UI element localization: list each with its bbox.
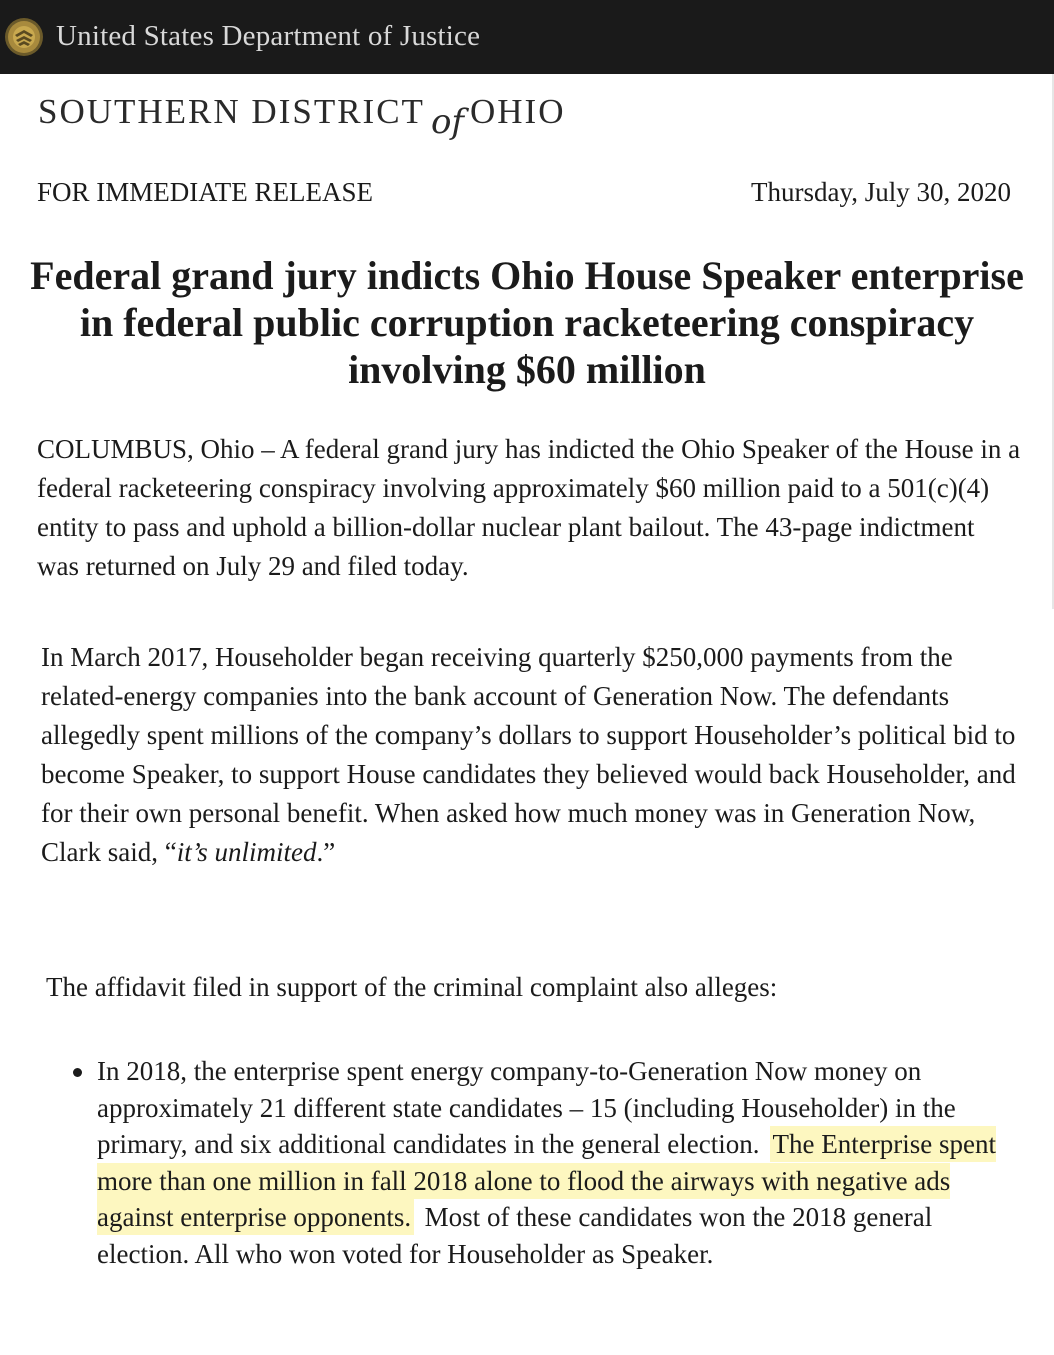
page-title: Federal grand jury indicts Ohio House Speaker enterprise in federal public corruption racketeering conspiracy involving $60 million xyxy=(30,253,1024,392)
paragraph-affidavit: The affidavit filed in support of the criminal complaint also alleges: xyxy=(46,972,778,1002)
paragraph-payments-text: In March 2017, Householder began receiving quarterly $250,000 payments from the related-energy companies into the bank account of Generation Now. The defendants allegedly spent millions of the company’s dollars to support Householder’s political bid to become Speaker, to support House candidates they believed would back Householder, and for their own personal benefit. When asked how much money was in Generation Now, Clark said, “ xyxy=(41,642,1016,867)
list-item xyxy=(97,1053,1017,1272)
paragraph-intro: COLUMBUS, Ohio – A federal grand jury has indicted the Ohio Speaker of the House in a federal racketeering conspiracy involving approximately $60 million paid to a 501(c)(4) entity to pass and uphold a billion-dollar nuclear plant bailout. The 43-page indictment was returned on July 29 and filed today. xyxy=(37,434,1021,581)
paragraph-payments-end: .” xyxy=(316,837,336,867)
highlighted-text: The Enterprise spent more than one million in fall 2018 alone to flood the airways with negative ads against enterprise opponents. xyxy=(97,1129,996,1232)
paragraph-payments xyxy=(41,638,1031,872)
top-bar xyxy=(0,0,1054,74)
district-name-left: SOUTHERN DISTRICT xyxy=(38,92,425,131)
district-of: of xyxy=(430,102,464,142)
quote-unlimited: it’s unlimited xyxy=(176,837,317,867)
allegations-list xyxy=(97,1053,1017,1272)
district-title xyxy=(38,92,565,142)
release-date: Thursday, July 30, 2020 xyxy=(751,177,1011,207)
doj-seal-icon[interactable] xyxy=(4,17,44,57)
district-name-right: OHIO xyxy=(470,92,566,131)
bullet-text-post: Most of these candidates won the 2018 general election. All who won voted for Householder as Speaker. xyxy=(97,1202,933,1269)
release-label: FOR IMMEDIATE RELEASE xyxy=(37,177,373,207)
agency-name[interactable]: United States Department of Justice xyxy=(56,20,481,52)
bullet-text-pre: In 2018, the enterprise spent energy company-to-Generation Now money on approximately 21 different state candidates – 15 (including Householder) in the primary, and six additional candidates in the general election. xyxy=(97,1056,956,1159)
